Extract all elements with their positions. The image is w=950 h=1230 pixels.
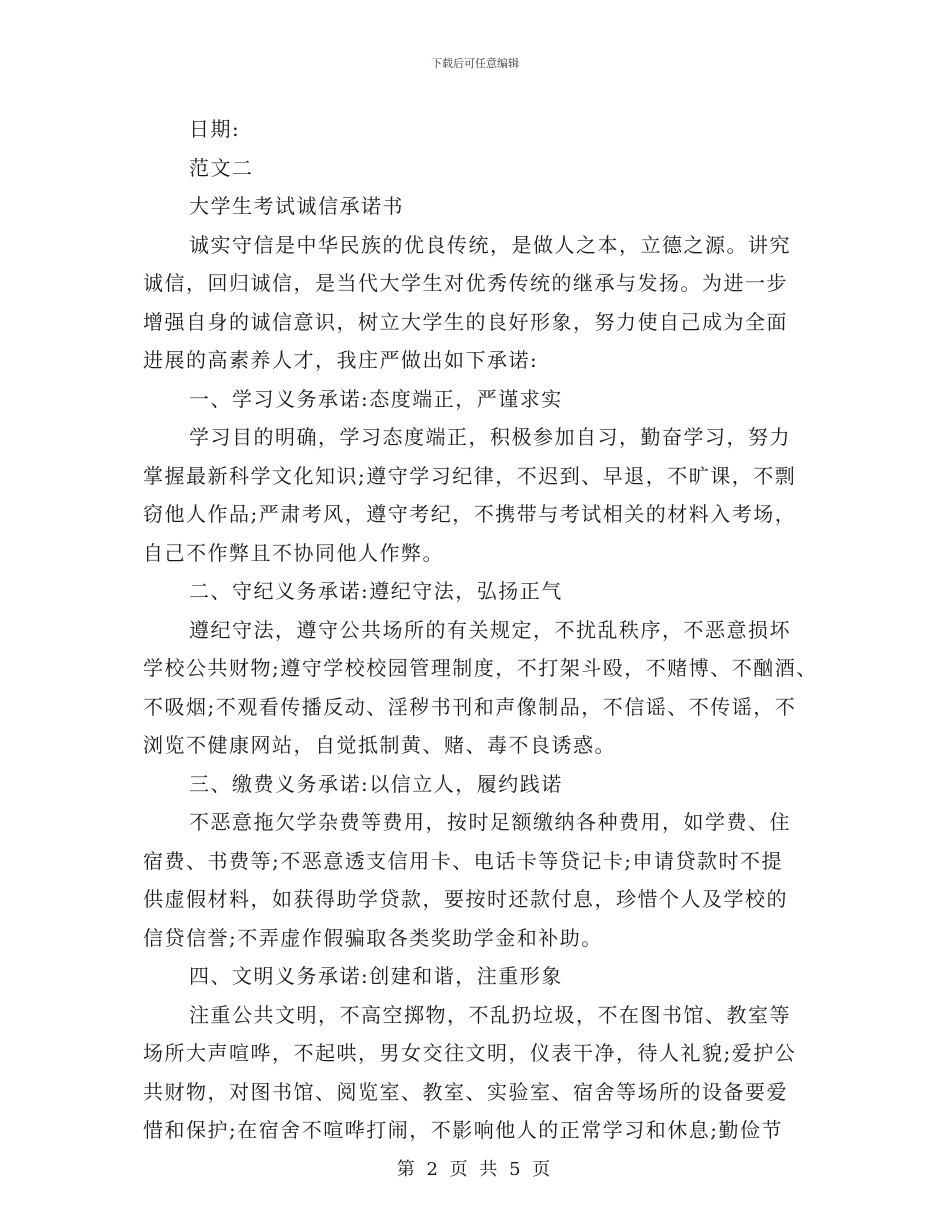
body-line: 信贷信誉;不弄虚作假骗取各类奖助学金和补助。 bbox=[143, 925, 603, 950]
body-line: 三、缴费义务承诺:以信立人，履约践诺 bbox=[189, 771, 563, 796]
body-line: 二、守纪义务承诺:遵纪守法，弘扬正气 bbox=[189, 579, 563, 603]
body-line: 惜和保护;在宿舍不喧哗打闹，不影响他人的正常学习和休息;勤俭节 bbox=[143, 1118, 783, 1142]
body-line: 一、学习义务承诺:态度端正，严谨求实 bbox=[189, 386, 563, 411]
body-line: 学习目的明确，学习态度端正，积极参加自习，勤奋学习，努力 bbox=[189, 425, 791, 449]
body-line: 大学生考试诚信承诺书 bbox=[189, 194, 404, 218]
body-line: 浏览不健康网站，自觉抵制黄、赌、毒不良诱惑。 bbox=[143, 733, 616, 757]
header-note: 下载后可任意编辑 bbox=[431, 57, 519, 70]
body-line: 学校公共财物;遵守学校校园管理制度，不打架斗殴，不赌博、不酗酒、 bbox=[143, 656, 818, 680]
body-line: 范文二 bbox=[189, 155, 254, 180]
page-number-footer: 第 2 页 共 5 页 bbox=[396, 1159, 554, 1180]
body-line: 注重公共文明，不高空掷物，不乱扔垃圾，不在图书馆、教室等 bbox=[189, 1002, 791, 1027]
body-line: 供虚假材料，如获得助学贷款，要按时还款付息，珍惜个人及学校的 bbox=[143, 887, 788, 911]
body-line: 遵纪守法，遵守公共场所的有关规定，不扰乱秩序，不恶意损坏 bbox=[189, 617, 791, 642]
body-line: 自己不作弊且不协同他人作弊。 bbox=[143, 540, 444, 565]
body-line: 场所大声喧哗，不起哄，男女交往文明，仪表干净，待人礼貌;爱护公 bbox=[143, 1041, 797, 1065]
body-line: 增强自身的诚信意识，树立大学生的良好形象，努力使自己成为全面 bbox=[143, 309, 788, 334]
body-line: 四、文明义务承诺:创建和谐，注重形象 bbox=[189, 964, 563, 988]
body-line: 诚实守信是中华民族的优良传统，是做人之本，立德之源。讲究 bbox=[189, 232, 791, 257]
document-body bbox=[143, 110, 818, 1150]
body-line: 进展的高素养人才，我庄严做出如下承诺: bbox=[143, 348, 539, 372]
body-line: 宿费、书费等;不恶意透支信用卡、电话卡等贷记卡;申请贷款时不提 bbox=[143, 848, 783, 873]
body-line: 窃他人作品;严肃考风，遵守考纪，不携带与考试相关的材料入考场， bbox=[143, 502, 797, 526]
body-line: 掌握最新科学文化知识;遵守学习纪律，不迟到、早退，不旷课，不剽 bbox=[143, 463, 797, 488]
body-line: 日期: bbox=[189, 117, 241, 141]
body-line: 诚信，回归诚信，是当代大学生对优秀传统的继承与发扬。为进一步 bbox=[143, 271, 788, 295]
body-line: 不吸烟;不观看传播反动、淫秽书刊和声像制品，不信谣、不传谣，不 bbox=[143, 694, 797, 719]
body-line: 共财物，对图书馆、阅览室、教室、实验室、宿舍等场所的设备要爱 bbox=[143, 1079, 788, 1104]
body-line: 不恶意拖欠学杂费等费用，按时足额缴纳各种费用，如学费、住 bbox=[189, 810, 791, 834]
